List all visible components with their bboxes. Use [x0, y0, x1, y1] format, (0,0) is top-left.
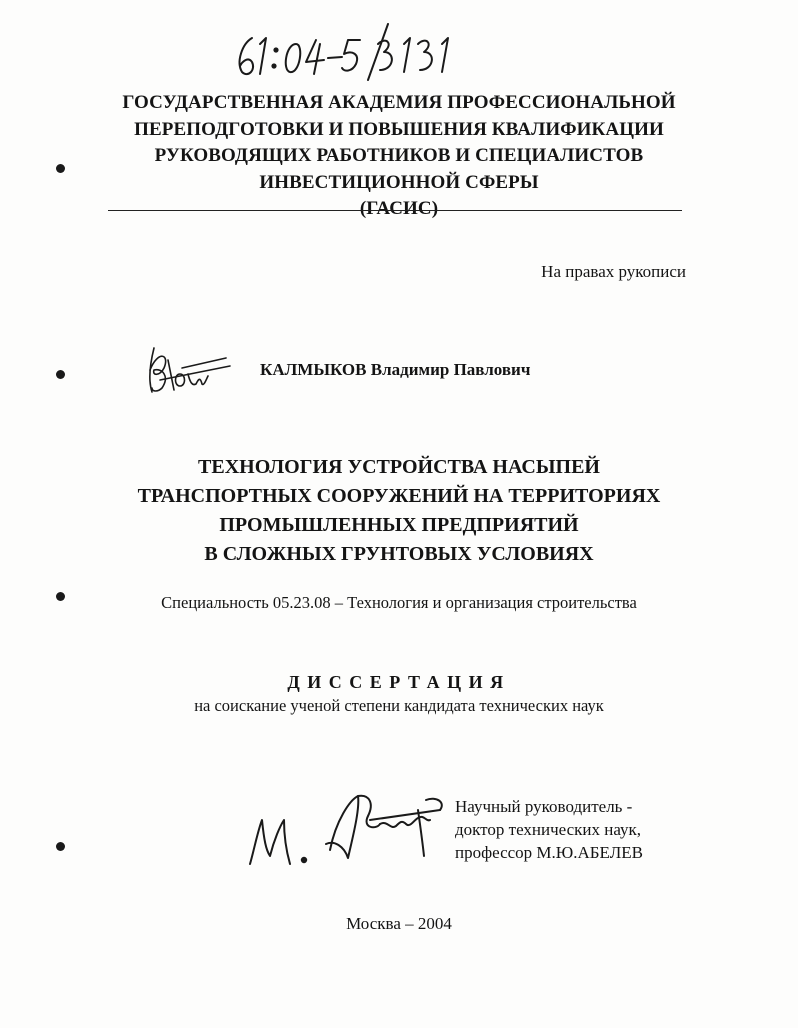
institution-header: [0, 90, 798, 223]
institution-abbreviation: (ГАСИС): [359, 198, 439, 219]
title-line-4: В СЛОЖНЫХ ГРУНТОВЫХ УСЛОВИЯХ: [204, 543, 594, 565]
title-line-3: ПРОМЫШЛЕННЫХ ПРЕДПРИЯТИЙ: [219, 514, 579, 536]
author-name: КАЛМЫКОВ Владимир Павлович: [260, 360, 531, 379]
binder-hole-4: [56, 842, 65, 851]
dissertation-title: [0, 453, 798, 569]
registration-number: [228, 14, 458, 84]
supervisor-role: Научный руководитель -: [455, 797, 633, 816]
degree-line: на соискание ученой степени кандидата технических наук: [194, 696, 604, 715]
institution-line-3: РУКОВОДЯЩИХ РАБОТНИКОВ И СПЕЦИАЛИСТОВ: [154, 145, 644, 166]
supervisor-name: профессор М.Ю.АБЕЛЕВ: [455, 843, 643, 862]
institution-line-1: ГОСУДАРСТВЕННАЯ АКАДЕМИЯ ПРОФЕССИОНАЛЬНОЙ: [122, 92, 676, 113]
supervisor-block: [455, 795, 643, 864]
title-line-1: ТЕХНОЛОГИЯ УСТРОЙСТВА НАСЫПЕЙ: [198, 456, 600, 478]
author-signature: [140, 340, 240, 400]
supervisor-degree: доктор технических наук,: [455, 820, 642, 839]
rights-note: На правах рукописи: [541, 262, 686, 281]
city-year: Москва – 2004: [346, 914, 452, 933]
header-divider: [108, 210, 682, 211]
work-type: ДИССЕРТАЦИЯ: [287, 672, 511, 692]
institution-line-4: ИНВЕСТИЦИОННОЙ СФЕРЫ: [259, 171, 539, 193]
binder-hole-2: [56, 370, 65, 379]
title-line-2: ТРАНСПОРТНЫХ СООРУЖЕНИЙ НА ТЕРРИТОРИЯХ: [137, 485, 661, 507]
supervisor-signature: [240, 780, 480, 880]
specialty: Специальность 05.23.08 – Технология и организация строительства: [161, 593, 637, 612]
registration-number-handwriting: [228, 14, 458, 84]
institution-line-2: ПЕРЕПОДГОТОВКИ И ПОВЫШЕНИЯ КВАЛИФИКАЦИИ: [134, 118, 664, 140]
